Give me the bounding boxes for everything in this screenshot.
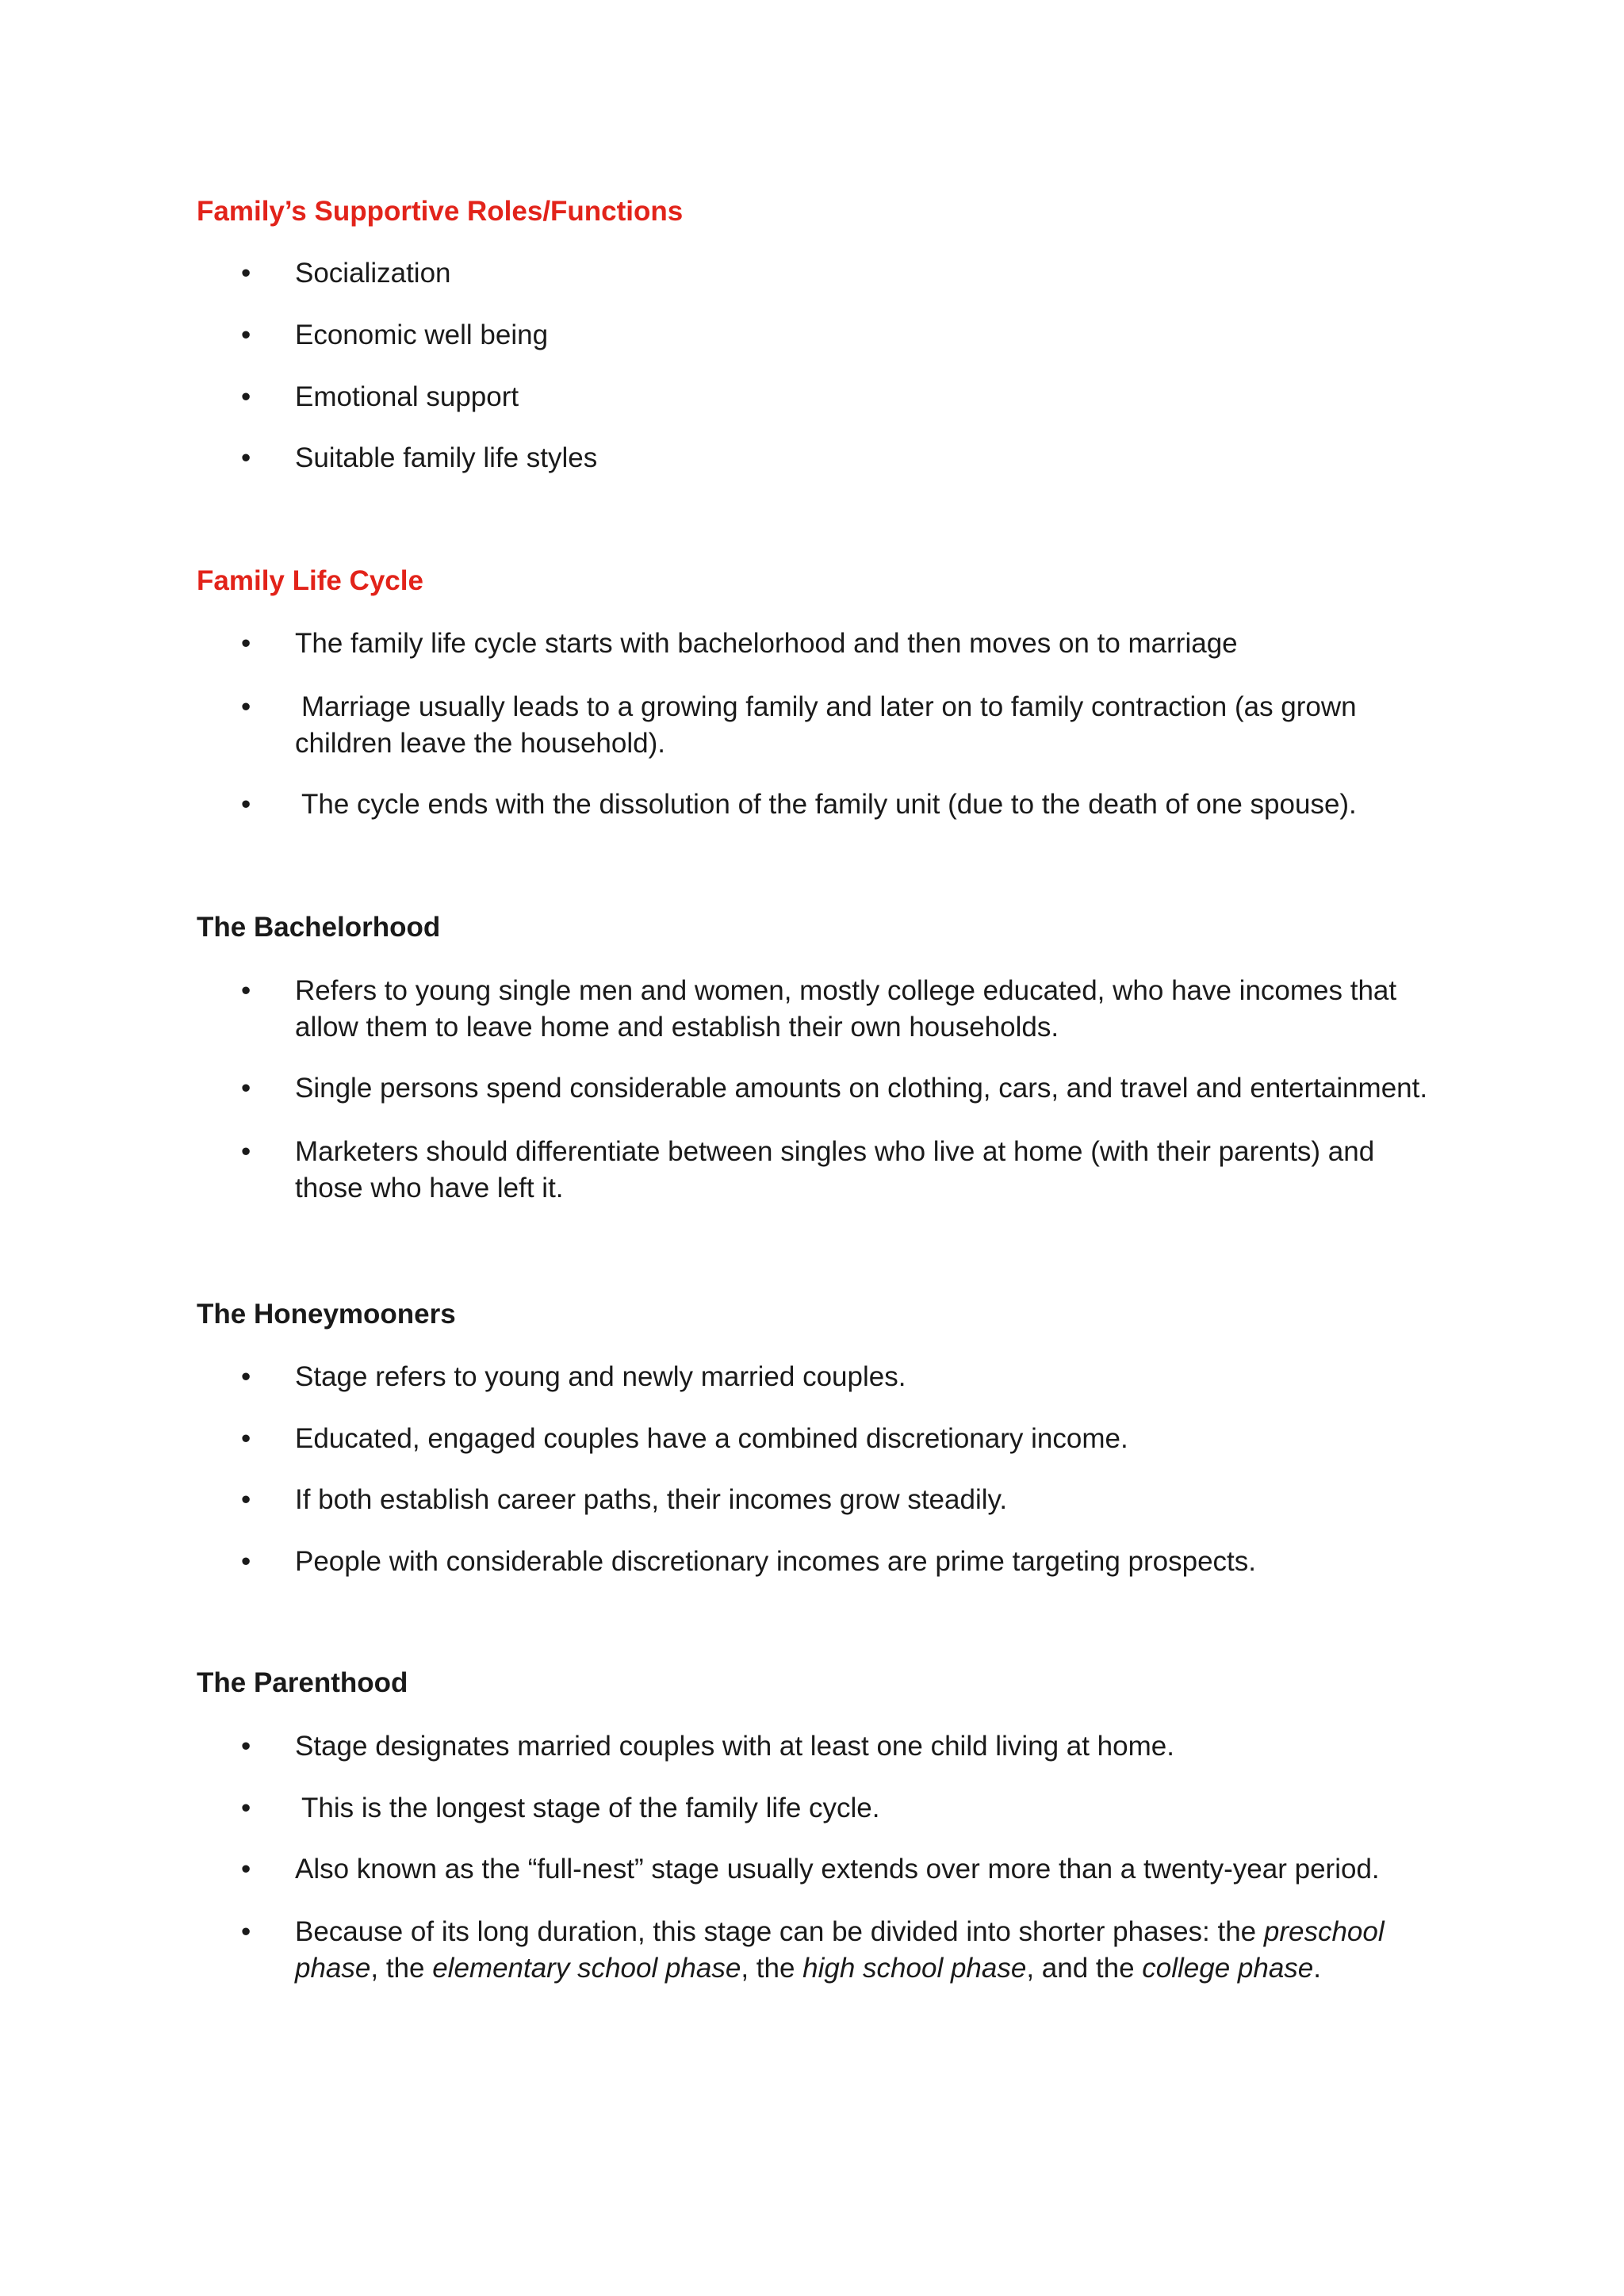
bullet-icon: • (241, 1793, 251, 1823)
bullet-icon: • (241, 1136, 251, 1167)
section-heading-honeymooners: The Honeymooners (197, 1299, 456, 1330)
bullet-icon: • (241, 1423, 251, 1454)
bullet-icon: • (241, 628, 251, 659)
bullet-icon: • (241, 1484, 251, 1515)
bullet-icon: • (241, 691, 251, 722)
bullet-icon: • (241, 1073, 251, 1104)
bullet-icon: • (241, 1361, 251, 1392)
bullet-icon: • (241, 1731, 251, 1762)
section-heading-family-life-cycle: Family Life Cycle (197, 565, 423, 596)
bullet-icon: • (241, 1546, 251, 1577)
document-page: Family’s Supportive Roles/Functions • Socialization • Economic well being • Emotional support • Suitable family life styles Family Life Cycle • The family life cycle starts with bachelorhood and then moves on to marriage • Marriage usually leads to a growing family and later on to family contraction (as grown children leave the household). • The cycle ends with the dissolution of the family unit (due to the death of one spouse). The Bachelorhood • Refers to young single men and women, mostly college educated, who have incomes that allow them to leave home and establish their own households. • Single persons spend considerable amounts on clothing, cars, and travel and entertainment. • Marketers should differentiate between singles who live at home (with their parents) and those who have left it. The Honeymooners • Stage refers to young and newly married couples. • Educated, engaged couples have a combined discretionary income. • If both establish career paths, their incomes grow steadily. • People with considerable discretionary incomes are prime targeting prospects. The Parenthood • Stage designates married couples with at least one child living at home. • This is the longest stage of the family life cycle. • Also known as the “full-nest” stage usually extends over more than a twenty-year period. • Because of its long duration, this stage can be divided into shorter phases: the preschool phase, the elementary school phase, the high school phase, and the college phase. (0, 0, 1624, 2296)
bullet-icon: • (241, 320, 251, 350)
phases-text: Because of its long duration, this stage can be divided into shorter phases: the preschool phase, the elementary school phase, the high school phase, and the college phase. (295, 1916, 1385, 1984)
bullet-icon: • (241, 442, 251, 473)
bullet-icon: • (241, 258, 251, 289)
section-heading-bachelorhood: The Bachelorhood (197, 912, 441, 943)
section-heading-supportive-roles: Family’s Supportive Roles/Functions (197, 196, 684, 227)
bullet-icon: • (241, 381, 251, 412)
bullet-icon: • (241, 1854, 251, 1885)
bullet-icon: • (241, 789, 251, 820)
bullet-icon: • (241, 975, 251, 1006)
section-heading-parenthood: The Parenthood (197, 1667, 408, 1698)
bullet-icon: • (241, 1916, 251, 1947)
